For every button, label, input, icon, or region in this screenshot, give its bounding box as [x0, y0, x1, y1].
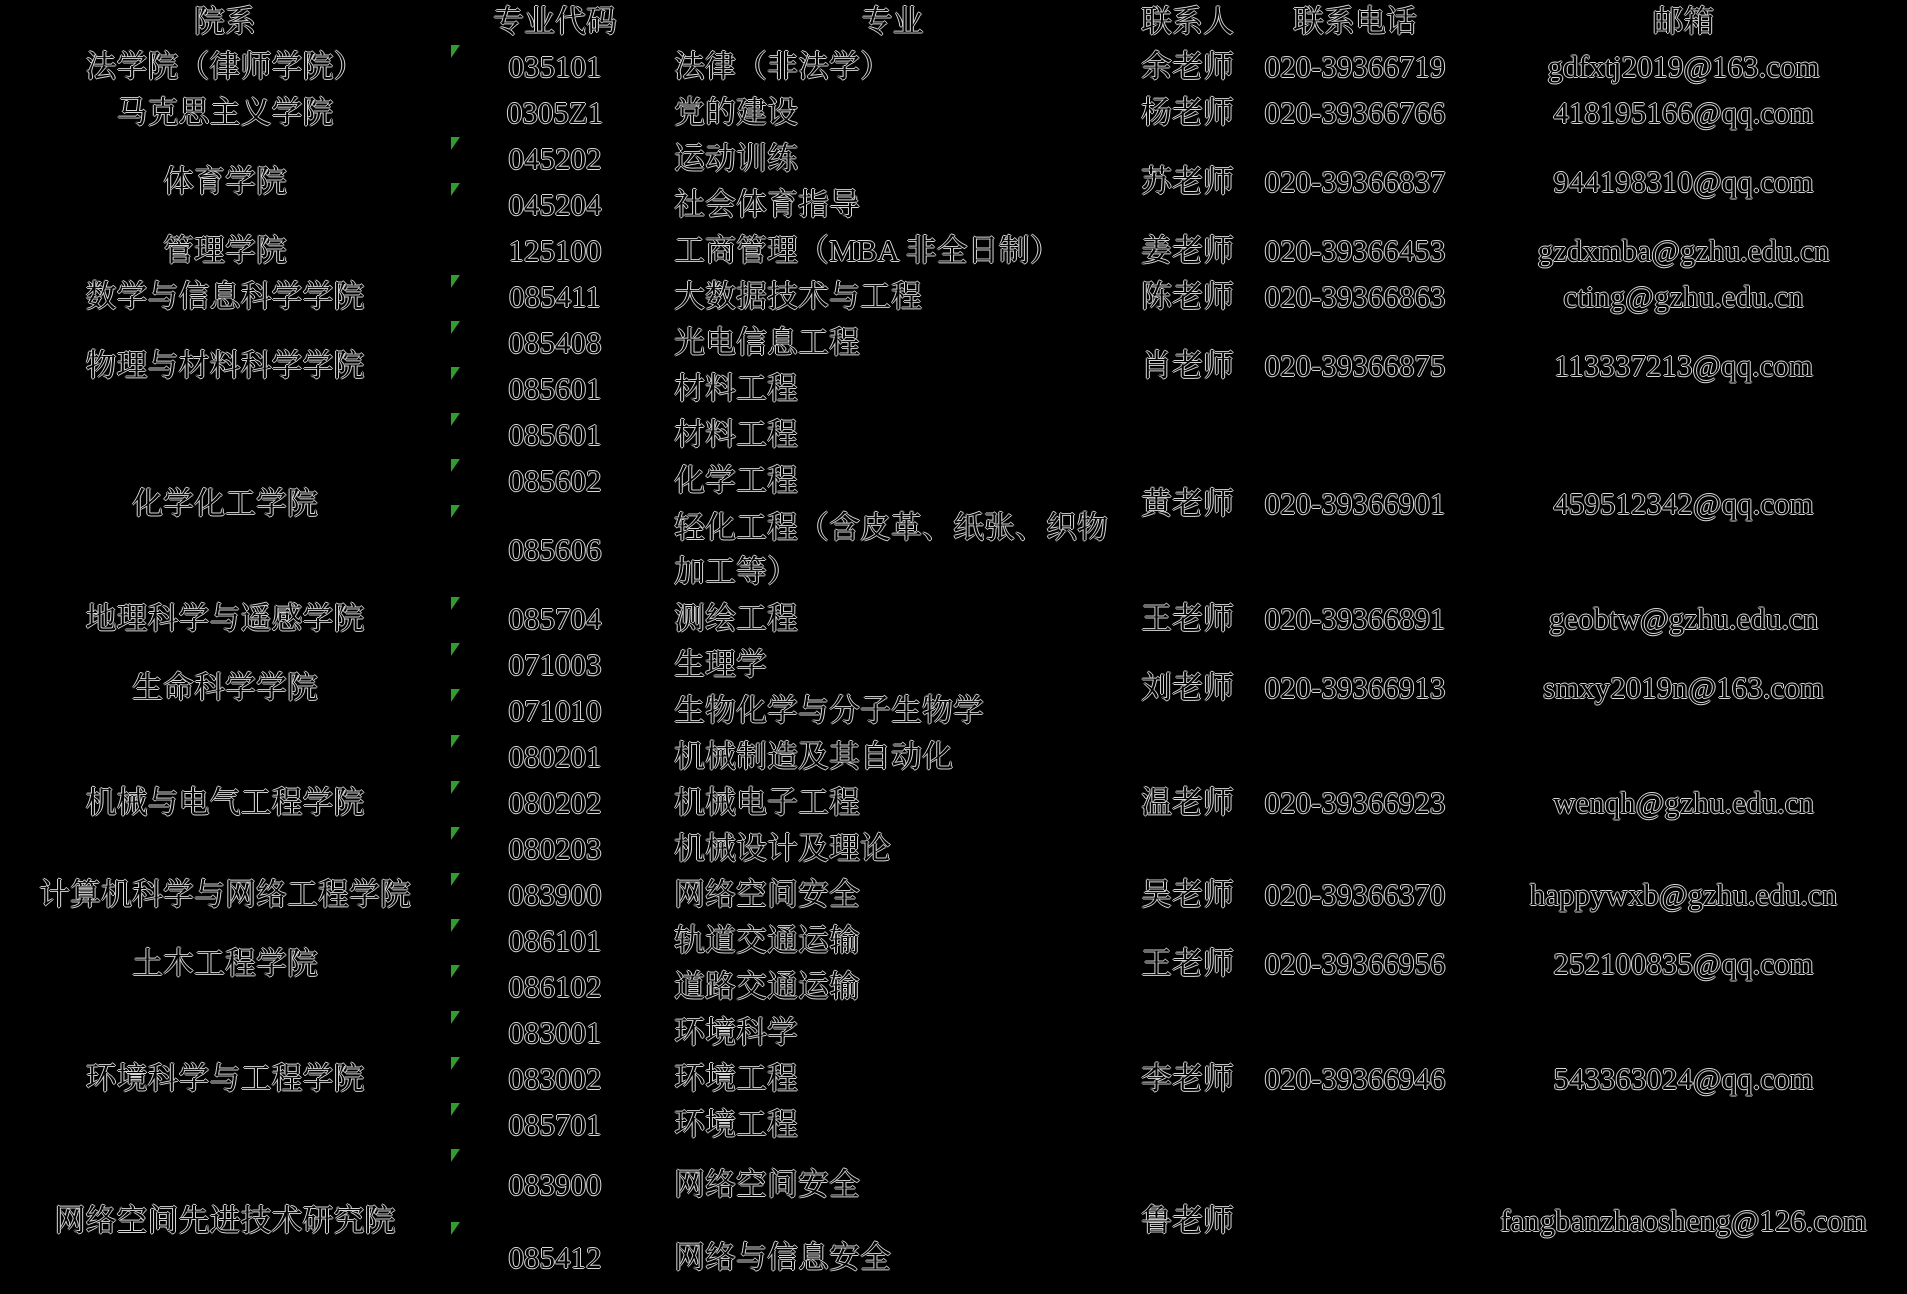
phone-cell: 020-39366913	[1264, 670, 1446, 705]
dept-cell: 环境科学与工程学院	[85, 1061, 365, 1096]
major-code: 080202	[508, 785, 602, 820]
number-stored-as-text-indicator-icon	[451, 597, 460, 610]
major-cell: 机械电子工程	[674, 785, 860, 820]
major-cell: 测绘工程	[674, 601, 798, 636]
major-cell: 社会体育指导	[674, 187, 860, 222]
major-cell: 材料工程	[674, 371, 798, 406]
number-stored-as-text-indicator-icon	[451, 643, 460, 656]
code-cell	[450, 1056, 660, 1102]
contact-cell: 王老师	[1141, 601, 1234, 636]
contact-cell: 温老师	[1141, 785, 1234, 820]
major-code: 085602	[508, 463, 602, 498]
major-cell: 生物化学与分子生物学	[674, 693, 984, 728]
contact-cell: 陈老师	[1141, 279, 1234, 314]
code-cell	[450, 90, 660, 136]
major-code: 085411	[509, 279, 601, 314]
contact-cell: 吴老师	[1141, 877, 1234, 912]
number-stored-as-text-indicator-icon	[451, 1149, 460, 1162]
major-cell: 网络与信息安全	[674, 1239, 891, 1275]
phone-cell: 020-39366875	[1264, 348, 1446, 383]
major-cell: 网络空间安全	[674, 877, 860, 912]
email-cell: smxy2019n@163.com	[1543, 670, 1824, 705]
dept-cell: 管理学院	[163, 233, 287, 268]
major-cell: 材料工程	[674, 417, 798, 452]
phone-cell: 020-39366863	[1264, 279, 1446, 314]
number-stored-as-text-indicator-icon	[451, 689, 460, 702]
major-code: 085701	[508, 1107, 602, 1142]
major-cell: 工商管理（MBA 非全日制）	[674, 233, 1061, 268]
contact-cell: 李老师	[1141, 1061, 1234, 1096]
phone-cell: 020-39366901	[1264, 486, 1446, 521]
major-code: 085601	[508, 371, 602, 406]
table-row	[0, 734, 1907, 780]
number-stored-as-text-indicator-icon	[451, 505, 460, 518]
email-cell: gzdxmba@gzhu.edu.cn	[1537, 233, 1830, 268]
phone-cell: 020-39366370	[1264, 877, 1446, 912]
major-cell: 法律（非法学）	[674, 49, 891, 84]
column-header-code: 专业代码	[493, 4, 617, 39]
email-cell: 543363024@qq.com	[1553, 1061, 1814, 1096]
code-cell	[450, 458, 660, 504]
table-row	[0, 642, 1907, 688]
code-cell	[450, 228, 660, 274]
email-cell: geobtw@gzhu.edu.cn	[1548, 601, 1819, 636]
header-row	[0, 0, 1907, 44]
email-cell: fangbanzhaosheng@126.com	[1500, 1203, 1867, 1238]
major-cell: 轨道交通运输	[674, 923, 860, 958]
table-row	[0, 872, 1907, 918]
code-cell	[450, 826, 660, 872]
email-cell: cting@gzhu.edu.cn	[1563, 279, 1804, 314]
major-code: 045202	[508, 141, 602, 176]
table-row	[0, 44, 1907, 90]
major-code: 035101	[508, 49, 602, 84]
column-header-email: 邮箱	[1652, 4, 1715, 39]
dept-cell: 计算机科学与网络工程学院	[39, 877, 411, 912]
code-cell	[450, 1221, 660, 1294]
code-cell	[450, 1148, 660, 1221]
major-code: 083001	[508, 1015, 602, 1050]
email-cell: 418195166@qq.com	[1553, 95, 1814, 130]
code-cell	[450, 136, 660, 182]
major-cell: 机械制造及其自动化	[674, 739, 953, 774]
code-cell	[450, 596, 660, 642]
code-cell	[450, 182, 660, 228]
dept-cell: 马克思主义学院	[116, 95, 334, 130]
major-code: 086102	[508, 969, 602, 1004]
number-stored-as-text-indicator-icon	[451, 45, 460, 58]
major-cell: 道路交通运输	[674, 969, 860, 1004]
contact-cell: 肖老师	[1141, 348, 1234, 383]
code-cell	[450, 780, 660, 826]
major-cell: 环境工程	[674, 1061, 798, 1096]
phone-cell: 020-39366719	[1264, 49, 1446, 84]
number-stored-as-text-indicator-icon	[451, 735, 460, 748]
table-row	[0, 320, 1907, 366]
major-cell: 环境工程	[674, 1107, 798, 1142]
code-cell	[450, 366, 660, 412]
major-code: 085704	[508, 601, 602, 636]
table-row	[0, 90, 1907, 136]
contact-cell: 黄老师	[1141, 486, 1234, 521]
code-cell	[450, 274, 660, 320]
email-cell: 459512342@qq.com	[1553, 486, 1814, 521]
number-stored-as-text-indicator-icon	[451, 275, 460, 288]
code-cell	[450, 872, 660, 918]
number-stored-as-text-indicator-icon	[451, 1222, 460, 1235]
phone-cell: 020-39366923	[1264, 785, 1446, 820]
number-stored-as-text-indicator-icon	[451, 367, 460, 380]
major-code: 085606	[508, 532, 602, 567]
number-stored-as-text-indicator-icon	[451, 137, 460, 150]
phone-cell: 020-39366453	[1264, 233, 1446, 268]
contact-cell: 余老师	[1141, 49, 1234, 84]
column-header-contact: 联系人	[1141, 4, 1234, 39]
major-cell: 轻化工程（含皮革、纸张、织物加工等）	[674, 510, 1108, 589]
column-header-dept: 院系	[194, 4, 256, 39]
dept-cell: 地理科学与遥感学院	[85, 601, 365, 636]
code-cell	[450, 412, 660, 458]
number-stored-as-text-indicator-icon	[451, 965, 460, 978]
phone-cell: 020-39366891	[1264, 601, 1446, 636]
number-stored-as-text-indicator-icon	[451, 1057, 460, 1070]
table-row	[0, 228, 1907, 274]
major-code: 085601	[508, 417, 602, 452]
contact-cell: 苏老师	[1141, 164, 1234, 199]
dept-cell: 网络空间先进技术研究院	[54, 1203, 396, 1238]
table-row	[0, 596, 1907, 642]
dept-cell: 数学与信息科学学院	[85, 279, 365, 314]
table-row	[0, 136, 1907, 182]
number-stored-as-text-indicator-icon	[451, 827, 460, 840]
email-cell: happywxb@gzhu.edu.cn	[1529, 877, 1838, 912]
table-row	[0, 412, 1907, 458]
code-cell	[450, 1010, 660, 1056]
code-cell	[450, 642, 660, 688]
email-cell: wenqh@gzhu.edu.cn	[1553, 785, 1814, 820]
dept-cell: 法学院（律师学院）	[85, 49, 365, 84]
major-cell: 机械设计及理论	[674, 831, 891, 866]
email-cell: 113337213@qq.com	[1553, 348, 1814, 383]
major-code: 080203	[508, 831, 602, 866]
major-code: 083002	[508, 1061, 602, 1096]
major-code: 085412	[508, 1239, 602, 1275]
contact-cell: 刘老师	[1141, 670, 1234, 705]
code-cell	[450, 918, 660, 964]
code-cell	[450, 504, 660, 596]
column-header-major: 专业	[861, 4, 924, 39]
phone-cell: 020-39366956	[1264, 946, 1446, 981]
dept-cell: 物理与材料科学学院	[85, 348, 365, 383]
code-cell	[450, 734, 660, 780]
major-code: 085408	[508, 325, 602, 360]
number-stored-as-text-indicator-icon	[451, 413, 460, 426]
column-header-phone: 联系电话	[1293, 4, 1417, 39]
number-stored-as-text-indicator-icon	[451, 781, 460, 794]
major-cell: 党的建设	[674, 95, 798, 130]
code-cell	[450, 688, 660, 734]
code-cell	[450, 964, 660, 1010]
number-stored-as-text-indicator-icon	[451, 459, 460, 472]
major-code: 080201	[508, 739, 602, 774]
major-cell: 运动训练	[674, 141, 798, 176]
contact-cell: 杨老师	[1141, 95, 1234, 130]
dept-cell: 化学化工学院	[132, 486, 318, 521]
contact-cell: 姜老师	[1141, 233, 1234, 268]
number-stored-as-text-indicator-icon	[451, 321, 460, 334]
dept-cell: 生命科学学院	[132, 670, 318, 705]
major-cell: 光电信息工程	[674, 325, 860, 360]
major-code: 045204	[508, 187, 602, 222]
phone-cell: 020-39366766	[1264, 95, 1446, 130]
phone-cell	[1250, 1148, 1460, 1294]
major-code: 071003	[508, 647, 602, 682]
table-row	[0, 1010, 1907, 1056]
dept-cell: 土木工程学院	[132, 946, 318, 981]
major-code: 071010	[508, 693, 602, 728]
major-cell: 网络空间安全	[674, 1166, 860, 1202]
email-cell: gdfxtj2019@163.com	[1547, 49, 1820, 84]
dept-cell: 机械与电气工程学院	[85, 785, 365, 820]
major-cell: 大数据技术与工程	[674, 279, 922, 314]
contact-cell: 鲁老师	[1141, 1203, 1234, 1238]
major-cell: 环境科学	[674, 1015, 798, 1050]
code-cell	[450, 1102, 660, 1148]
major-cell: 化学工程	[674, 463, 798, 498]
table-row	[0, 1148, 1907, 1221]
code-cell	[450, 44, 660, 90]
dept-cell: 体育学院	[163, 164, 287, 199]
number-stored-as-text-indicator-icon	[451, 1103, 460, 1116]
major-code: 0305Z1	[506, 95, 604, 130]
number-stored-as-text-indicator-icon	[451, 1011, 460, 1024]
major-code: 086101	[508, 923, 602, 958]
email-cell: 252100835@qq.com	[1553, 946, 1814, 981]
code-cell	[450, 320, 660, 366]
number-stored-as-text-indicator-icon	[451, 183, 460, 196]
contact-cell: 王老师	[1141, 946, 1234, 981]
number-stored-as-text-indicator-icon	[451, 873, 460, 886]
major-code: 083900	[508, 877, 602, 912]
email-cell: 944198310@qq.com	[1553, 164, 1814, 199]
table-row	[0, 918, 1907, 964]
phone-cell: 020-39366837	[1264, 164, 1446, 199]
major-cell: 生理学	[674, 647, 767, 682]
major-code: 083900	[508, 1166, 602, 1202]
number-stored-as-text-indicator-icon	[451, 919, 460, 932]
phone-cell: 020-39366946	[1264, 1061, 1446, 1096]
table-row	[0, 274, 1907, 320]
major-code: 125100	[508, 233, 602, 268]
